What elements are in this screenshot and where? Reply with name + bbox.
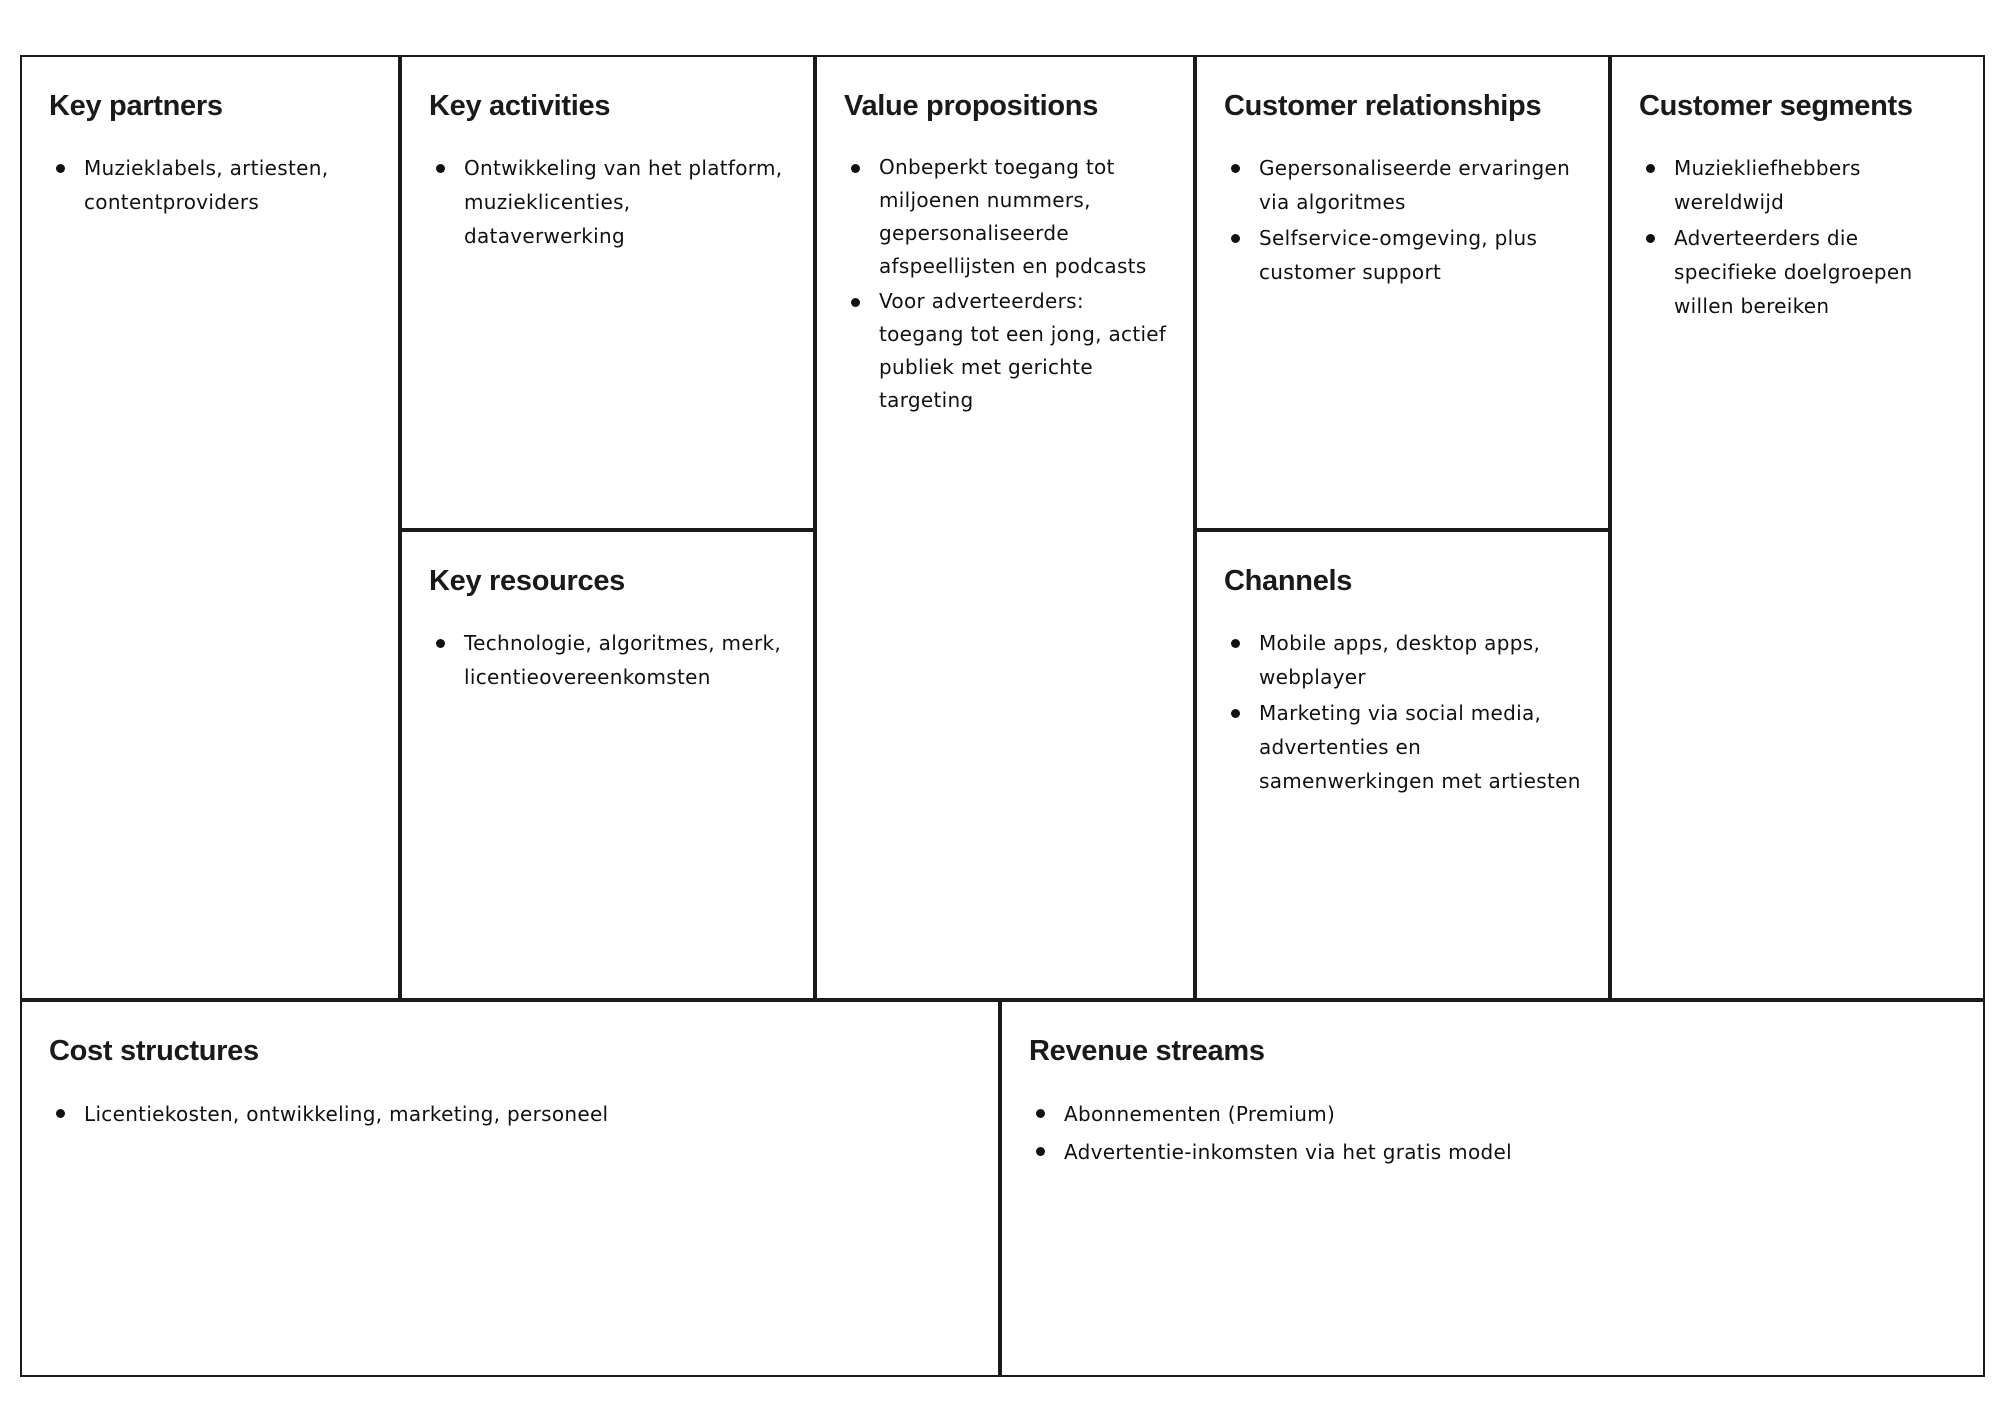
canvas-block-value-propositions[interactable]	[815, 55, 1195, 1000]
list-item: Advertentie-inkomsten via het gratis model	[1002, 1134, 1961, 1170]
list-item: Selfservice-omgeving, plus customer support	[1197, 221, 1586, 289]
list-item: Licentiekosten, ontwikkeling, marketing, personeel	[22, 1096, 976, 1132]
block-items-customer-segments	[1612, 151, 1983, 323]
canvas-block-key-activities[interactable]	[400, 55, 815, 530]
block-items-revenue-streams	[1002, 1096, 1983, 1170]
canvas-block-customer-segments[interactable]	[1610, 55, 1985, 1000]
list-item: Abonnementen (Premium)	[1002, 1096, 1961, 1132]
block-title-value-propositions: Value propositions	[844, 90, 1099, 122]
list-item: Mobile apps, desktop apps, webplayer	[1197, 626, 1586, 694]
block-items-cost-structures	[22, 1096, 998, 1132]
block-items-key-activities	[402, 151, 813, 253]
list-item: Muziekliefhebbers wereldwijd	[1612, 151, 1961, 219]
canvas-block-cost-structures[interactable]	[20, 1000, 1000, 1377]
block-items-key-resources	[402, 626, 813, 694]
block-title-customer-relationships: Customer relationships	[1224, 90, 1542, 122]
block-items-value-propositions	[817, 151, 1193, 417]
block-items-key-partners	[22, 151, 398, 219]
list-item: Ontwikkeling van het platform, muzieklicenties, dataverwerking	[402, 151, 791, 253]
block-title-customer-segments: Customer segments	[1639, 90, 1913, 122]
business-model-canvas	[20, 55, 1985, 1377]
block-title-key-resources: Key resources	[429, 565, 625, 597]
list-item: Muzieklabels, artiesten, contentproviders	[22, 151, 376, 219]
block-title-channels: Channels	[1224, 565, 1353, 597]
block-items-channels	[1197, 626, 1608, 798]
list-item: Gepersonaliseerde ervaringen via algoritmes	[1197, 151, 1586, 219]
canvas-block-revenue-streams[interactable]	[1000, 1000, 1985, 1377]
list-item: Voor adverteerders: toegang tot een jong, actief publiek met gerichte targeting	[817, 285, 1171, 417]
list-item: Onbeperkt toegang tot miljoenen nummers, gepersonaliseerde afspeellijsten en podcasts	[817, 151, 1171, 283]
list-item: Technologie, algoritmes, merk, licentieovereenkomsten	[402, 626, 791, 694]
block-title-revenue-streams: Revenue streams	[1029, 1035, 1265, 1067]
canvas-block-channels[interactable]	[1195, 530, 1610, 1000]
block-title-key-partners: Key partners	[49, 90, 223, 122]
block-title-cost-structures: Cost structures	[49, 1035, 259, 1067]
canvas-block-customer-relationships[interactable]	[1195, 55, 1610, 530]
canvas-block-key-partners[interactable]	[20, 55, 400, 1000]
block-items-customer-relationships	[1197, 151, 1608, 289]
block-title-key-activities: Key activities	[429, 90, 611, 122]
canvas-block-key-resources[interactable]	[400, 530, 815, 1000]
list-item: Adverteerders die specifieke doelgroepen willen bereiken	[1612, 221, 1961, 323]
list-item: Marketing via social media, advertenties en samenwerkingen met artiesten	[1197, 696, 1586, 798]
